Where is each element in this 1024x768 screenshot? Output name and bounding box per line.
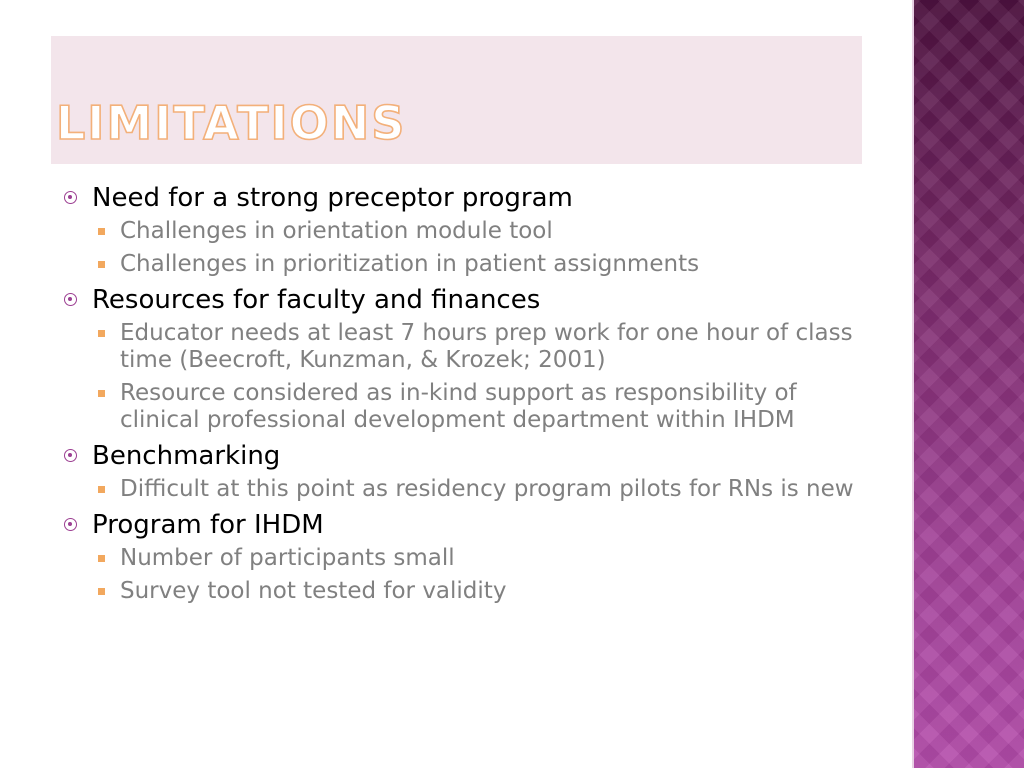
decorative-side-band <box>912 0 1024 768</box>
sub-bullet-item <box>92 218 862 245</box>
bullet-text: Resources for faculty and finances <box>92 285 541 315</box>
bullet-text: Program for IHDM <box>92 510 324 540</box>
sub-bullet-text: Educator needs at least 7 hours prep work for one hour of class time (Beecroft, Kunzman, & Krozek; 2001) <box>120 320 853 373</box>
circle-bullet-icon <box>64 449 77 462</box>
sub-bullet-item <box>92 476 862 503</box>
sub-bullet-list <box>92 476 862 503</box>
square-bullet-icon <box>98 555 105 562</box>
circle-bullet-icon <box>64 518 77 531</box>
sub-bullet-item <box>92 251 862 278</box>
sub-bullet-item <box>92 578 862 605</box>
sub-bullet-list <box>92 320 862 434</box>
sub-bullet-text: Challenges in orientation module tool <box>120 218 553 244</box>
sub-bullet-list <box>92 218 862 278</box>
bullet-item-program <box>62 509 862 605</box>
sub-bullet-item <box>92 320 862 374</box>
square-bullet-icon <box>98 486 105 493</box>
slide-title: LIMITATIONS <box>56 96 407 150</box>
sub-bullet-list <box>92 545 862 605</box>
sub-bullet-text: Resource considered as in-kind support as responsibility of clinical professional development department within IHDM <box>120 380 797 433</box>
sub-bullet-text: Survey tool not tested for validity <box>120 578 507 604</box>
sub-bullet-item <box>92 545 862 572</box>
bullet-item-benchmarking <box>62 440 862 503</box>
bullet-item-resources <box>62 284 862 434</box>
bullet-text: Need for a strong preceptor program <box>92 183 573 213</box>
sub-bullet-text: Difficult at this point as residency program pilots for RNs is new <box>120 476 854 502</box>
circle-bullet-icon <box>64 293 77 306</box>
square-bullet-icon <box>98 228 105 235</box>
square-bullet-icon <box>98 588 105 595</box>
sub-bullet-text: Number of participants small <box>120 545 455 571</box>
square-bullet-icon <box>98 330 105 337</box>
square-bullet-icon <box>98 261 105 268</box>
sub-bullet-text: Challenges in prioritization in patient assignments <box>120 251 700 277</box>
sub-bullet-item <box>92 380 862 434</box>
bullet-list <box>62 182 862 611</box>
bullet-item-preceptor <box>62 182 862 278</box>
circle-bullet-icon <box>64 191 77 204</box>
bullet-text: Benchmarking <box>92 441 281 471</box>
square-bullet-icon <box>98 390 105 397</box>
